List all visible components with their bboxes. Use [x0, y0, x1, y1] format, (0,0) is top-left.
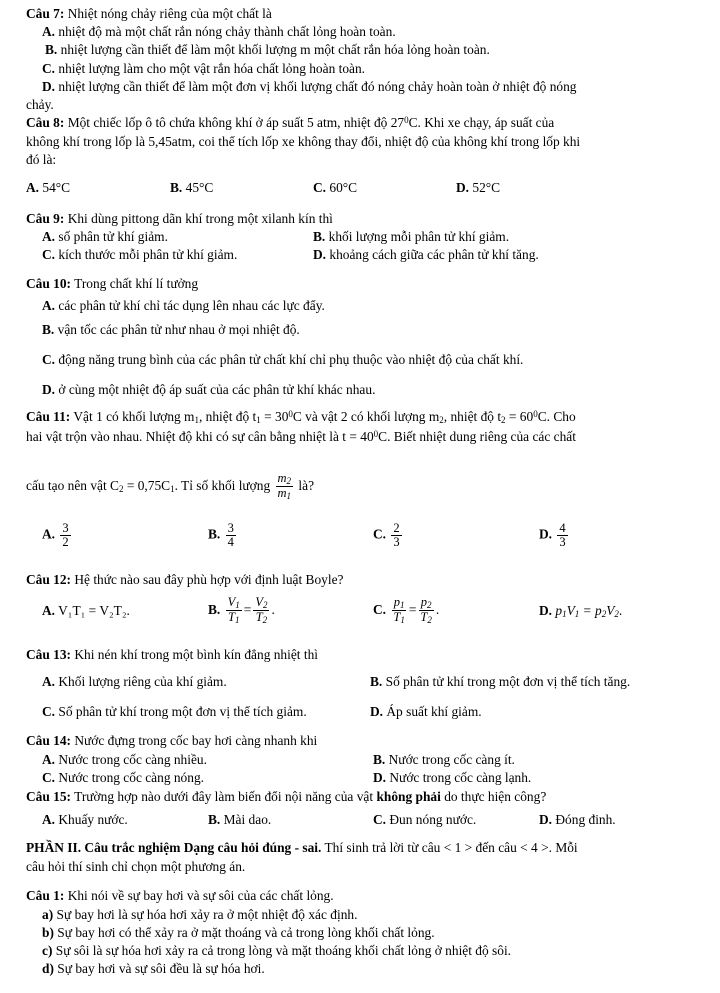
option-text: Nước trong cốc càng nhiều. [58, 752, 207, 767]
q11-option-d [539, 522, 570, 549]
q11-text: 60 [519, 409, 534, 424]
denominator: 2 [62, 535, 69, 550]
option-label: A. [42, 752, 56, 767]
statement-text: Sự bay hơi có thể xảy ra ở mặt thoáng và cả trong lòng khối chất lỏng. [57, 925, 435, 940]
option-text: khoảng cách giữa các phân tử khí tăng. [329, 247, 539, 262]
option-label: A. [26, 180, 40, 195]
q7-number: Câu 7: [26, 6, 65, 21]
option-text: Nước trong cốc càng nóng. [58, 770, 204, 785]
fraction [557, 522, 567, 549]
part2-instructions: Thí sinh trả lời từ câu < 1 > đến câu < 4 >. Mỗi [324, 840, 578, 855]
statement-label: d) [42, 961, 54, 976]
option-label: C. [42, 770, 56, 785]
option-text: Áp suất khí giảm. [386, 704, 482, 719]
option-label: D. [456, 180, 470, 195]
part2-instructions-cont: câu hỏi thí sinh chỉ chọn một phương án. [26, 859, 246, 874]
q13-option-c [42, 704, 307, 720]
subscript: 1 [194, 415, 199, 425]
option-text: nhiệt lượng cần thiết để làm một khối lượng m một chất rắn hóa lỏng hoàn toàn. [60, 42, 490, 57]
option-text: ở cùng một nhiệt độ áp suất của các phân tử khí khác nhau. [58, 382, 376, 397]
p2q1-statement-a [42, 907, 357, 923]
q13-text: Khi nén khí trong một bình kín đẳng nhiệt thì [74, 647, 318, 662]
q11-stem: Câu 11: Vật 1 có khối lượng $m_1$, nhiệt độ $t_1 = 30^0C$ và vật 2 có khối lượng $m_2$, nhiệt độ $t_2 = 60^0C$. Cho [26, 409, 576, 425]
p2q1-statement-b [42, 925, 435, 941]
q8-text: Một chiếc lốp ô tô chứa không khí ở áp suất 5 atm, nhiệt độ 27 [67, 115, 405, 130]
q10-text: Trong chất khí lí tưởng [74, 276, 199, 291]
fraction [391, 522, 401, 549]
option-label: A. [42, 298, 56, 313]
q13-stem [26, 647, 318, 663]
option-label: D. [539, 603, 553, 618]
fraction: $\frac{p_1}{T_1}$ [393, 595, 405, 626]
q12-option-d: D. $p_1V_1 = p_2V_2$. [539, 603, 623, 619]
q11-text: hai vật trộn vào nhau. Nhiệt độ khi có sự cân bằng nhiệt là t = 40 [26, 429, 374, 444]
q15-text: Trường hợp nào dưới đây làm biến đổi nội năng của vật [74, 789, 374, 804]
q14-option-b [373, 752, 515, 768]
option-text: số phân tử khí giảm. [58, 229, 168, 244]
numerator: 3 [62, 521, 69, 535]
q10-option-c [42, 352, 523, 368]
q9-text: Khi dùng pittong dãn khí trong một xilanh kín thì [67, 211, 333, 226]
statement-label: b) [42, 925, 54, 940]
q11-text: là? [298, 478, 315, 494]
option-label: B. [42, 322, 55, 337]
q12-number: Câu 12: [26, 572, 72, 587]
p2q1-text: Khi nói về sự bay hơi và sự sôi của các chất lỏng. [67, 888, 334, 903]
q7-option-d [42, 79, 577, 95]
denominator: 3 [393, 535, 400, 550]
q8-text: C. Khi xe chạy, áp suất của [408, 115, 555, 130]
option-text: V₁T₁ = V₂T₂. [58, 603, 130, 618]
option-text: động năng trung bình của các phân tử chất khí chỉ phụ thuộc vào nhiệt độ của chất khí. [58, 352, 524, 367]
part2-title: PHẦN II. Câu trắc nghiệm Dạng câu hỏi đúng - sai. [26, 840, 322, 855]
numerator: 2 [393, 521, 400, 535]
option-label: A. [42, 229, 56, 244]
option-text: Mài dao. [223, 812, 272, 827]
q9-option-c [42, 247, 237, 263]
q15-option-a [42, 812, 128, 828]
option-text: 54°C [42, 180, 71, 195]
q15-emphasis: không phải [376, 789, 441, 804]
fraction: $\frac{V_1}{T_1}$ [227, 595, 240, 626]
q11-option-b [208, 522, 238, 549]
q11-text: C. Cho [537, 409, 576, 424]
q11-text: 30 [275, 409, 289, 424]
option-label: D. [370, 704, 384, 719]
option-text: kích thước mỗi phân tử khí giảm. [58, 247, 238, 262]
q12-option-c: C. $\frac{p_1}{T_1}$ = $\frac{p_2}{T_2}$ . [373, 595, 440, 626]
q15-option-d [539, 812, 616, 828]
option-label: A. [42, 526, 56, 542]
subscript: 2 [118, 484, 124, 495]
q7-option-c [42, 61, 365, 77]
q12-stem [26, 572, 343, 588]
option-label: B. [208, 602, 221, 618]
q11-number: Câu 11: [26, 409, 71, 424]
q14-text: Nước đựng trong cốc bay hơi càng nhanh khi [74, 733, 318, 748]
q9-stem [26, 211, 333, 227]
fraction: $\frac{V_2}{T_2}$ [255, 595, 268, 626]
p2q1-stem [26, 888, 334, 904]
option-text: 52°C [472, 180, 501, 195]
option-label: A. [42, 674, 56, 689]
numerator: 4 [559, 521, 566, 535]
option-label: B. [373, 752, 386, 767]
p2q1-statement-c [42, 943, 511, 959]
q8-option-a [26, 180, 70, 196]
q13-number: Câu 13: [26, 647, 72, 662]
degree-sign: 0 [404, 115, 409, 125]
subscript: 1 [170, 484, 175, 495]
option-text: nhiệt độ mà một chất rắn nóng chảy thành chất lỏng hoàn toàn. [58, 24, 396, 39]
statement-label: c) [42, 943, 53, 958]
q8-option-d [456, 180, 500, 196]
option-label: B. [313, 229, 326, 244]
q11-line3 [26, 472, 314, 502]
q8-stem [26, 115, 554, 131]
q7-stem [26, 6, 272, 22]
option-label: B. [45, 42, 58, 57]
mass-ratio-fraction: $\frac{m_2}{m_1}$ [277, 471, 292, 502]
option-label: C. [373, 526, 387, 542]
statement-text: Sự sôi là sự hóa hơi xảy ra cả trong lòng và mặt thoáng khối chất lỏng ở nhiệt độ sôi. [55, 943, 512, 958]
q10-option-b [42, 322, 300, 338]
q11-text: = 0,75C [123, 478, 171, 494]
q14-option-c [42, 770, 204, 786]
option-text: Nước trong cốc càng ít. [388, 752, 515, 767]
q15-option-c [373, 812, 476, 828]
q8-option-c [313, 180, 357, 196]
option-label: C. [42, 704, 56, 719]
q9-option-d [313, 247, 539, 263]
option-label: D. [539, 526, 553, 542]
q7-option-d-cont: chảy. [26, 97, 54, 112]
q15-number: Câu 15: [26, 789, 72, 804]
option-text: Nước trong cốc càng lạnh. [389, 770, 532, 785]
q11-line2 [26, 429, 576, 445]
q15-stem [26, 789, 546, 805]
option-label: D. [42, 382, 56, 397]
part2-heading [26, 840, 578, 856]
q11-text: Vật 1 có khối lượng m [73, 409, 195, 424]
q13-option-b [370, 674, 630, 690]
statement-text: Sự bay hơi là sự hóa hơi xảy ra ở một nhiệt độ xác định. [56, 907, 358, 922]
option-text: Đóng đinh. [555, 812, 616, 827]
q13-option-a [42, 674, 227, 690]
option-label: B. [208, 526, 221, 542]
option-text: khối lượng mỗi phân tử khí giảm. [328, 229, 510, 244]
q11-option-c [373, 522, 404, 549]
q10-stem [26, 276, 198, 292]
option-text: các phân tử khí chỉ tác dụng lên nhau các lực đẩy. [58, 298, 325, 313]
option-label: C. [373, 602, 387, 618]
option-label: C. [373, 812, 387, 827]
q7-text: Nhiệt nóng chảy riêng của một chất là [67, 6, 272, 21]
option-label: B. [208, 812, 221, 827]
option-label: C. [42, 61, 56, 76]
statement-text: Sự bay hơi và sự sôi đều là sự hóa hơi. [57, 961, 265, 976]
subscript: 2 [439, 415, 444, 425]
q8-option-b [170, 180, 213, 196]
fraction [60, 522, 70, 549]
degree-sign: 0 [288, 409, 293, 419]
q11-text: cấu tạo nên vật C [26, 478, 119, 494]
option-text: 60°C [329, 180, 358, 195]
q12-option-b: B. $\frac{V_1}{T_1}$ = $\frac{V_2}{T_2}$ . [208, 595, 275, 626]
option-text: Khối lượng riêng của khí giảm. [58, 674, 227, 689]
option-text: vận tốc các phân tử như nhau ở mọi nhiệt độ. [57, 322, 300, 337]
option-text: Số phân tử khí trong một đơn vị thể tích tăng. [385, 674, 631, 689]
q10-option-d [42, 382, 375, 398]
p2q1-statement-d [42, 961, 265, 977]
option-text: Đun nóng nước. [389, 812, 477, 827]
q10-number: Câu 10: [26, 276, 72, 291]
option-label: C. [313, 180, 327, 195]
option-label: A. [42, 24, 56, 39]
option-label: B. [170, 180, 183, 195]
option-label: C. [42, 352, 56, 367]
option-label: C. [42, 247, 56, 262]
q11-option-a [42, 522, 73, 549]
numerator: 3 [227, 521, 234, 535]
q8-line3: đó là: [26, 152, 57, 167]
q14-number: Câu 14: [26, 733, 72, 748]
option-label: D. [539, 812, 553, 827]
q7-option-b [45, 42, 490, 58]
q11-text: C. Biết nhiệt dung riêng của các chất [378, 429, 576, 444]
option-label: D. [373, 770, 387, 785]
q12-text: Hệ thức nào sau đây phù hợp với định luật Boyle? [74, 572, 344, 587]
option-text: nhiệt lượng làm cho một vật rắn hóa chất lỏng hoàn toàn. [58, 61, 366, 76]
option-text: Số phân tử khí trong một đơn vị thể tích giảm. [58, 704, 307, 719]
option-text: nhiệt lượng cần thiết để làm một đơn vị khối lượng chất đó nóng chảy hoàn toàn ở nhiệt độ nóng [58, 79, 577, 94]
subscript: 2 [501, 415, 506, 425]
option-label: D. [42, 79, 56, 94]
fraction: $\frac{p_2}{T_2}$ [420, 595, 432, 626]
q11-text: , nhiệt độ t [198, 409, 257, 424]
option-label: A. [42, 603, 56, 618]
denominator: 3 [559, 535, 566, 550]
p2q1-number: Câu 1: [26, 888, 65, 903]
option-label: B. [370, 674, 383, 689]
fraction [226, 522, 236, 549]
q9-option-a [42, 229, 168, 245]
statement-label: a) [42, 907, 54, 922]
option-text: Khuấy nước. [58, 812, 128, 827]
degree-sign: 0 [373, 429, 379, 439]
q15-option-b [208, 812, 271, 828]
q8-number: Câu 8: [26, 115, 65, 130]
q11-text: C và vật 2 có khối lượng m [292, 409, 440, 424]
q10-option-a [42, 298, 325, 314]
q11-text: . Tỉ số khối lượng [174, 478, 271, 494]
q14-option-d [373, 770, 531, 786]
q9-number: Câu 9: [26, 211, 65, 226]
q9-option-b [313, 229, 509, 245]
option-label: D. [313, 247, 327, 262]
q13-option-d [370, 704, 482, 720]
q15-text: do thực hiện công? [444, 789, 547, 804]
q14-stem [26, 733, 317, 749]
q7-option-a [42, 24, 396, 40]
q12-option-a [42, 603, 130, 619]
subscript: 1 [256, 415, 261, 425]
denominator: 4 [227, 535, 234, 550]
option-label: A. [42, 812, 56, 827]
q11-text: , nhiệt độ t [443, 409, 502, 424]
q14-option-a [42, 752, 207, 768]
q8-line2: không khí trong lốp là 5,45atm, coi thể tích lốp xe không thay đổi, nhiệt độ của không khí trong lốp khi [26, 134, 581, 149]
option-text: 45°C [185, 180, 214, 195]
degree-sign: 0 [533, 409, 538, 419]
